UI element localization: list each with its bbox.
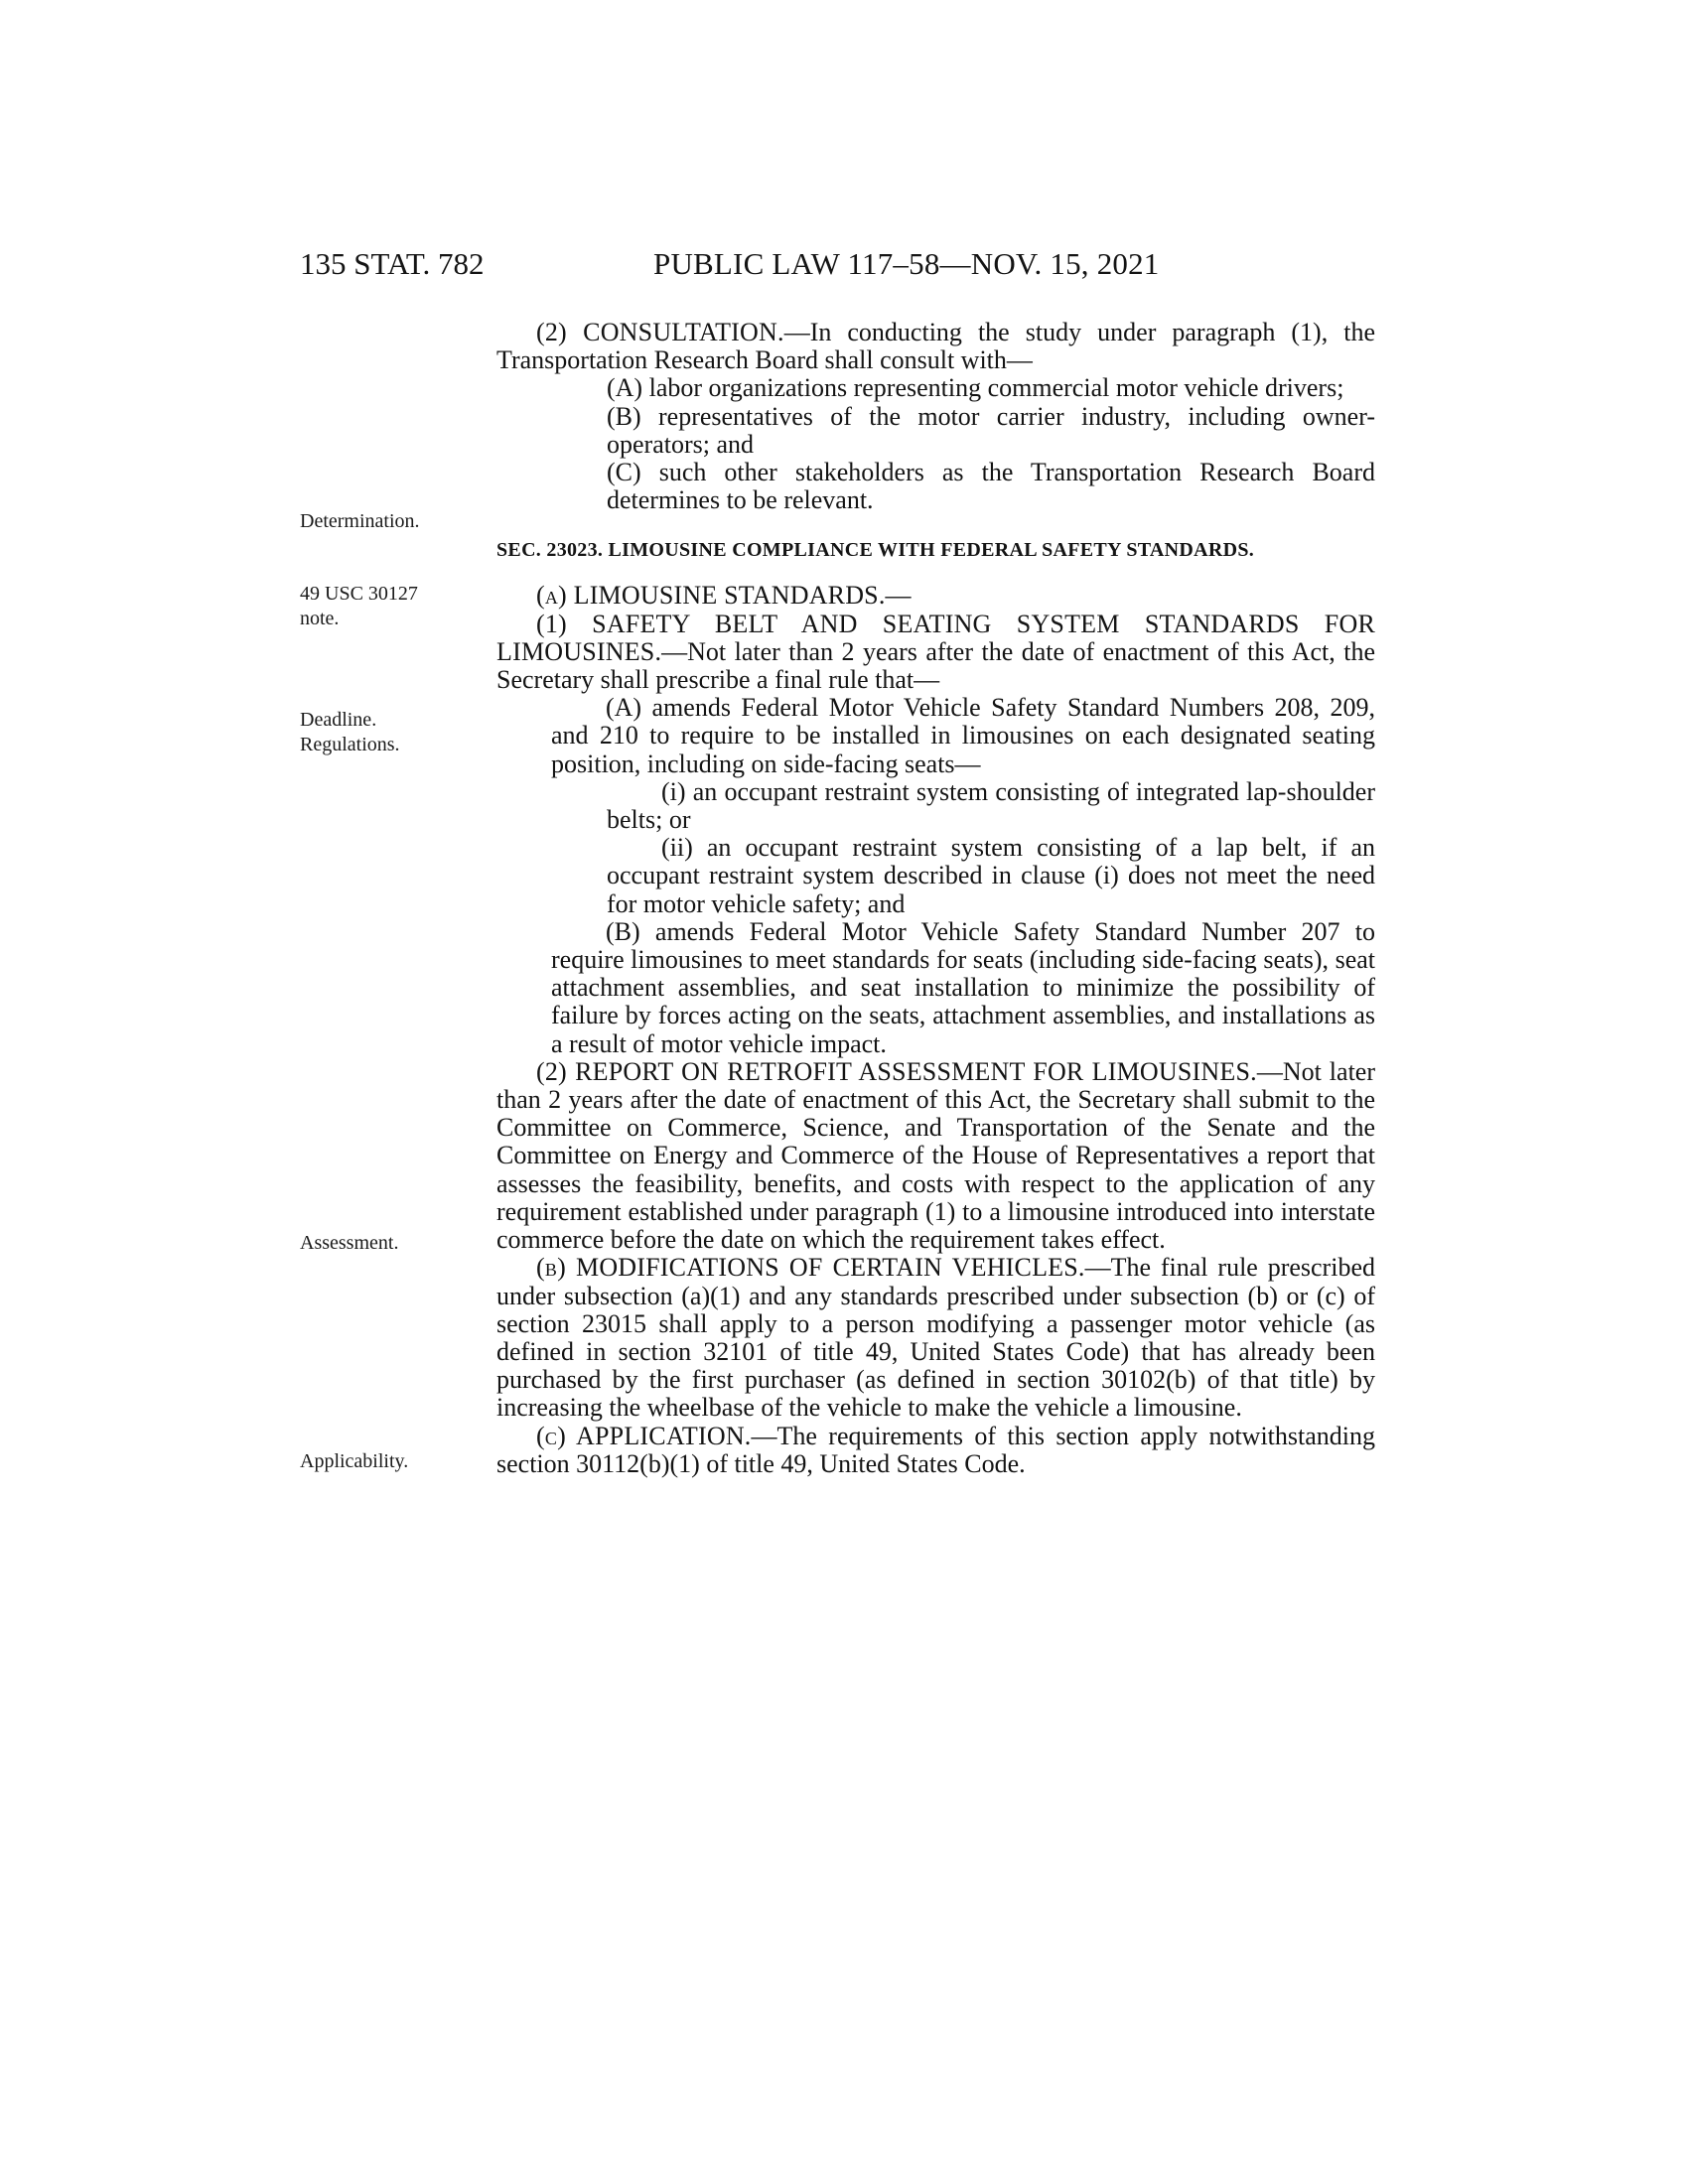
subsection-a-heading <box>496 582 1375 610</box>
consult-item-b: (B) representatives of the motor carrier industry, including owner-operators; and <box>607 401 1375 459</box>
a1-text: —Not later than 2 years after the date of enactment of this Act, the Secretary shall prescribe a final rule that— <box>496 636 1375 695</box>
consultation-text: —In conducting the study under paragraph (1), the Transportation Research Board shall consult with— <box>496 318 1375 375</box>
page-header-title: PUBLIC LAW 117–58—NOV. 15, 2021 <box>653 246 1160 281</box>
item-a1-B: (B) amends Federal Motor Vehicle Safety Standard Number 207 to require limousines to meet standards for seats (including side-facing seats), seat attachment assemblies, and seat installation to minimize the possibility of failure by forces acting on the seats, attachment assemblies, and installations as a result of motor vehicle impact. <box>551 916 1375 1058</box>
margin-note-applicability: Applicability. <box>300 1450 409 1472</box>
b-text: —The final rule prescribed under subsection (a)(1) and any standards prescribed under subsection (b) or (c) of section 23015 shall apply to a person modifying a passenger motor vehicle (as defined in section 32101 of title 49, United States Code) that has already been purchased by the first purchaser (as defined in section 30102(b) of that title) by increasing the wheelbase of the vehicle to make the vehicle a limousine. <box>496 1253 1375 1423</box>
section-heading: SEC. 23023. LIMOUSINE COMPLIANCE WITH FEDERAL SAFETY STANDARDS. <box>496 539 1255 562</box>
consult-item-c: (C) such other stakeholders as the Transportation Research Board determines to be relevant. <box>607 458 1375 515</box>
consult-item-a: (A) labor organizations representing commercial motor vehicle drivers; <box>607 373 1344 403</box>
margin-note-usc-line1: 49 USC 30127 <box>300 583 418 605</box>
b-heading: (b) MODIFICATIONS OF CERTAIN VEHICLES. <box>536 1253 1085 1283</box>
margin-note-determination: Determination. <box>300 510 420 532</box>
paragraph-a1 <box>496 611 1375 695</box>
paragraph-a2 <box>496 1058 1375 1254</box>
margin-note-regulations: Regulations. <box>300 734 400 755</box>
margin-note-assessment: Assessment. <box>300 1232 399 1254</box>
paragraph-consultation <box>496 319 1375 374</box>
a2-heading: (2) REPORT ON RETROFIT ASSESSMENT FOR LIMOUSINES. <box>536 1056 1257 1086</box>
a1-heading: (1) SAFETY BELT AND SEATING SYSTEM STANDARDS FOR LIMOUSINES. <box>496 609 1375 666</box>
a-heading: (a) LIMOUSINE STANDARDS.— <box>536 581 912 611</box>
item-a1-A: (A) amends Federal Motor Vehicle Safety Standard Numbers 208, 209, and 210 to require to be installed in limousines on each designated seating position, including on side-facing seats— <box>551 693 1375 778</box>
margin-note-usc-line2: note. <box>300 608 340 629</box>
subsection-c <box>496 1423 1375 1478</box>
c-text: —The requirements of this section apply notwithstanding section 30112(b)(1) of title 49, United States Code. <box>496 1421 1375 1478</box>
c-heading: (c) APPLICATION. <box>536 1421 752 1450</box>
consultation-heading: (2) CONSULTATION. <box>536 318 784 346</box>
document-body <box>496 319 1375 1478</box>
clause-a1-A-i: (i) an occupant restraint system consisting of integrated lap-shoulder belts; or <box>607 776 1375 835</box>
subsection-b <box>496 1254 1375 1422</box>
clause-a1-A-ii: (ii) an occupant restraint system consisting of a lap belt, if an occupant restraint system described in clause (i) does not meet the need for motor vehicle safety; and <box>607 833 1375 918</box>
stat-page-reference: 135 STAT. 782 <box>300 246 485 281</box>
margin-note-deadline: Deadline. <box>300 709 377 731</box>
a2-text: —Not later than 2 years after the date of enactment of this Act, the Secretary shall submit to the Committee on Commerce, Science, and Transportation of the Senate and the Committee on Energy and Commerce of the House of Representatives a report that assesses the feasibility, benefits, and costs with respect to the application of any requirement established under paragraph (1) to a limousine introduced into interstate commerce before the date on which the requirement takes effect. <box>496 1056 1375 1255</box>
